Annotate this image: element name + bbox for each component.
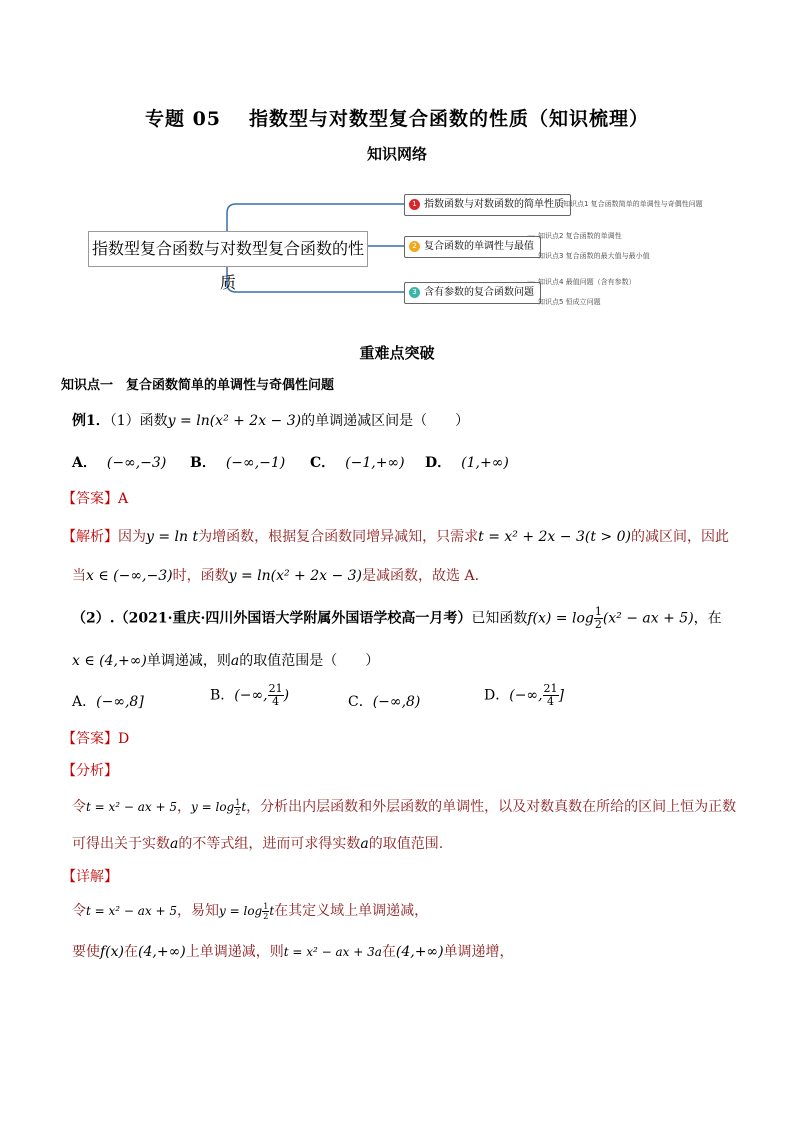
analysis-text: 的减区间，因此 bbox=[630, 529, 729, 545]
option-key: A． bbox=[72, 694, 97, 710]
math-expression: f(x) bbox=[100, 944, 125, 960]
math-expression: y = ln(x² + 2x − 3) bbox=[228, 568, 363, 584]
xiangjie-text: 上单调递减，则 bbox=[185, 944, 284, 960]
option-key: D． bbox=[484, 687, 510, 704]
xiangjie-text: 单调递增， bbox=[443, 944, 514, 960]
option-value: (−∞,8) bbox=[372, 694, 421, 710]
math-variable: a bbox=[360, 836, 369, 852]
option-value: (−∞, bbox=[234, 687, 268, 704]
mindmap-leaf: 知识点2 复合函数的单调性 bbox=[538, 232, 622, 240]
fenxi-text: ，分析出内层函数和外层函数的单调性，以及对数真数在所给的区间上恒为正数 bbox=[246, 799, 737, 815]
xiangjie-text: ，易知 bbox=[177, 903, 220, 919]
question-stem: 已知函数 bbox=[471, 610, 528, 627]
knowledge-network-heading: 知识网络 bbox=[366, 145, 427, 163]
example1-part2-question bbox=[72, 606, 722, 631]
option-a bbox=[72, 452, 166, 472]
option-d bbox=[425, 452, 509, 472]
branch-label: 指数函数与对数函数的简单性质 bbox=[424, 199, 564, 210]
analysis-text: 当 bbox=[72, 568, 86, 584]
option-value: (−∞,−3) bbox=[106, 455, 167, 471]
analysis-text: 因为 bbox=[118, 529, 146, 545]
analysis-text: 是减函数，故选 A. bbox=[362, 568, 480, 584]
option-value: ) bbox=[283, 687, 290, 704]
math-expression: (4,+∞) bbox=[138, 944, 186, 960]
fraction-numerator: 1 bbox=[594, 605, 602, 618]
fraction-denominator: 2 bbox=[263, 911, 269, 921]
answer-tag: 【答案】 bbox=[62, 491, 118, 507]
fenxi-text: 令 bbox=[72, 799, 86, 815]
option-key: C． bbox=[348, 694, 373, 710]
option-key: A． bbox=[72, 455, 97, 471]
answer-line-2 bbox=[62, 728, 129, 748]
section-title: 知识点一 复合函数简单的单调性与奇偶性问题 bbox=[61, 378, 335, 393]
math-expression: x ∈ (4,+∞) bbox=[72, 653, 147, 669]
fenxi-line-2 bbox=[72, 833, 443, 853]
option-b bbox=[190, 452, 285, 472]
mindmap-leaf: 知识点4 最值问题（含有参数） bbox=[538, 278, 636, 286]
xiangjie-tag: 【详解】 bbox=[62, 869, 118, 885]
fraction-numerator: 1 bbox=[235, 797, 241, 807]
fenxi-line-1 bbox=[72, 796, 736, 817]
key-points-heading: 重难点突破 bbox=[359, 344, 435, 362]
fenxi-text: 可得出关于实数 bbox=[72, 836, 170, 852]
mindmap-root: 指数型复合函数与对数型复合函数的性质 bbox=[88, 231, 368, 267]
math-argument: (x² − ax + 5) bbox=[602, 610, 694, 627]
mindmap-connectors bbox=[0, 0, 794, 330]
math-variable: t bbox=[269, 904, 275, 918]
math-variable: a bbox=[230, 653, 240, 669]
option-value: (−∞,8] bbox=[96, 694, 144, 710]
math-expression: t = x² + 2x − 3(t > 0) bbox=[478, 529, 631, 545]
xiangjie-line-2 bbox=[72, 941, 514, 961]
math-expression: y = ln t bbox=[146, 529, 199, 545]
option-value: (−1,+∞) bbox=[345, 455, 405, 471]
fraction-numerator: 21 bbox=[543, 682, 558, 695]
answer-value: A bbox=[118, 491, 129, 507]
fraction-numerator: 21 bbox=[268, 682, 283, 695]
branch-label: 含有参数的复合函数问题 bbox=[424, 287, 534, 298]
option-value: (1,+∞) bbox=[461, 455, 509, 471]
mindmap-branch-1 bbox=[404, 194, 571, 216]
option-value: ] bbox=[558, 687, 565, 704]
fenxi-tag: 【分析】 bbox=[62, 763, 118, 779]
question-suffix: 的单调递减区间是（ ） bbox=[301, 413, 470, 429]
answer-line-1 bbox=[62, 488, 128, 508]
example-label: 例1． bbox=[72, 413, 110, 429]
option-c bbox=[348, 691, 420, 711]
option-d bbox=[484, 683, 564, 708]
question-prefix: （1）函数 bbox=[109, 413, 168, 429]
log-base-fraction bbox=[594, 606, 603, 631]
option-key: C． bbox=[310, 455, 336, 471]
question-source: （2）.（2021·重庆·四川外国语大学附属外国语学校高一月考） bbox=[72, 610, 472, 627]
analysis-line-1 bbox=[62, 526, 729, 546]
math-expression: t = x² − ax + 3a bbox=[283, 945, 382, 959]
math-expression: y = log bbox=[191, 800, 235, 814]
mindmap-branch-2 bbox=[404, 236, 541, 258]
math-expression: x ∈ (−∞,−3) bbox=[86, 568, 173, 584]
title-prefix: 专题 05 bbox=[144, 108, 222, 130]
example1-part2-line2 bbox=[72, 650, 379, 670]
fraction-numerator: 1 bbox=[263, 901, 269, 911]
option-b bbox=[210, 683, 289, 708]
math-expression: t = x² − ax + 5 bbox=[86, 800, 178, 814]
analysis-text: 为增函数，根据复合函数同增异减知，只需求 bbox=[198, 529, 479, 545]
xiangjie-text: 要使 bbox=[72, 944, 100, 960]
mindmap-leaf: 知识点3 复合函数的最大值与最小值 bbox=[538, 252, 650, 260]
math-expression: (4,+∞) bbox=[395, 944, 444, 960]
option-fraction bbox=[543, 683, 559, 708]
branch-number-badge: 1 bbox=[409, 199, 420, 210]
option-key: B． bbox=[190, 455, 216, 471]
example1-part1-question bbox=[72, 410, 469, 430]
fraction-denominator: 2 bbox=[235, 807, 241, 817]
branch-number-badge: 3 bbox=[409, 287, 420, 298]
option-value: (−∞, bbox=[509, 687, 543, 704]
mindmap-branch-3 bbox=[404, 282, 541, 304]
option-value: (−∞,−1) bbox=[225, 455, 286, 471]
fenxi-text: ， bbox=[177, 799, 192, 815]
question-stem: ，在 bbox=[693, 610, 722, 627]
mindmap-leaf: 知识点1 复合函数简单的单调性与奇偶性问题 bbox=[563, 200, 703, 208]
title-main: 指数型与对数型复合函数的性质（知识梳理） bbox=[249, 108, 650, 130]
xiangjie-text: 在其定义域上单调递减， bbox=[274, 903, 429, 919]
xiangjie-line-1 bbox=[72, 900, 428, 921]
option-c bbox=[310, 452, 405, 472]
fraction-denominator: 4 bbox=[547, 695, 555, 708]
mindmap-leaf: 知识点5 恒成立问题 bbox=[538, 298, 601, 306]
branch-number-badge: 2 bbox=[409, 241, 420, 252]
math-variable: t bbox=[241, 800, 247, 814]
math-expression: t = x² − ax + 5 bbox=[86, 904, 178, 918]
option-key: D． bbox=[425, 455, 452, 471]
xiangjie-text: 令 bbox=[72, 903, 86, 919]
option-key: B． bbox=[210, 687, 235, 704]
option-fraction bbox=[268, 683, 284, 708]
branch-label: 复合函数的单调性与最值 bbox=[424, 241, 534, 252]
analysis-tag: 【解析】 bbox=[62, 529, 118, 545]
fenxi-text: 的不等式组，进而可求得实数 bbox=[178, 836, 361, 852]
math-function: f(x) = log bbox=[527, 610, 594, 627]
answer-value: D bbox=[118, 731, 130, 747]
question-text: 的取值范围是（ ） bbox=[239, 653, 380, 669]
math-expression: y = log bbox=[219, 904, 263, 918]
xiangjie-text: 在 bbox=[381, 944, 396, 960]
question-text: 单调递减，则 bbox=[146, 653, 231, 669]
math-function: y = ln(x² + 2x − 3) bbox=[167, 413, 302, 429]
analysis-line-2 bbox=[72, 565, 479, 585]
fraction-denominator: 4 bbox=[272, 695, 280, 708]
fenxi-text: 的取值范围. bbox=[368, 836, 444, 852]
xiangjie-text: 在 bbox=[124, 944, 139, 960]
math-variable: a bbox=[170, 836, 179, 852]
answer-tag: 【答案】 bbox=[62, 731, 118, 747]
option-a bbox=[72, 691, 144, 711]
fraction-denominator: 2 bbox=[594, 618, 602, 631]
analysis-text: 时，函数 bbox=[172, 568, 229, 584]
